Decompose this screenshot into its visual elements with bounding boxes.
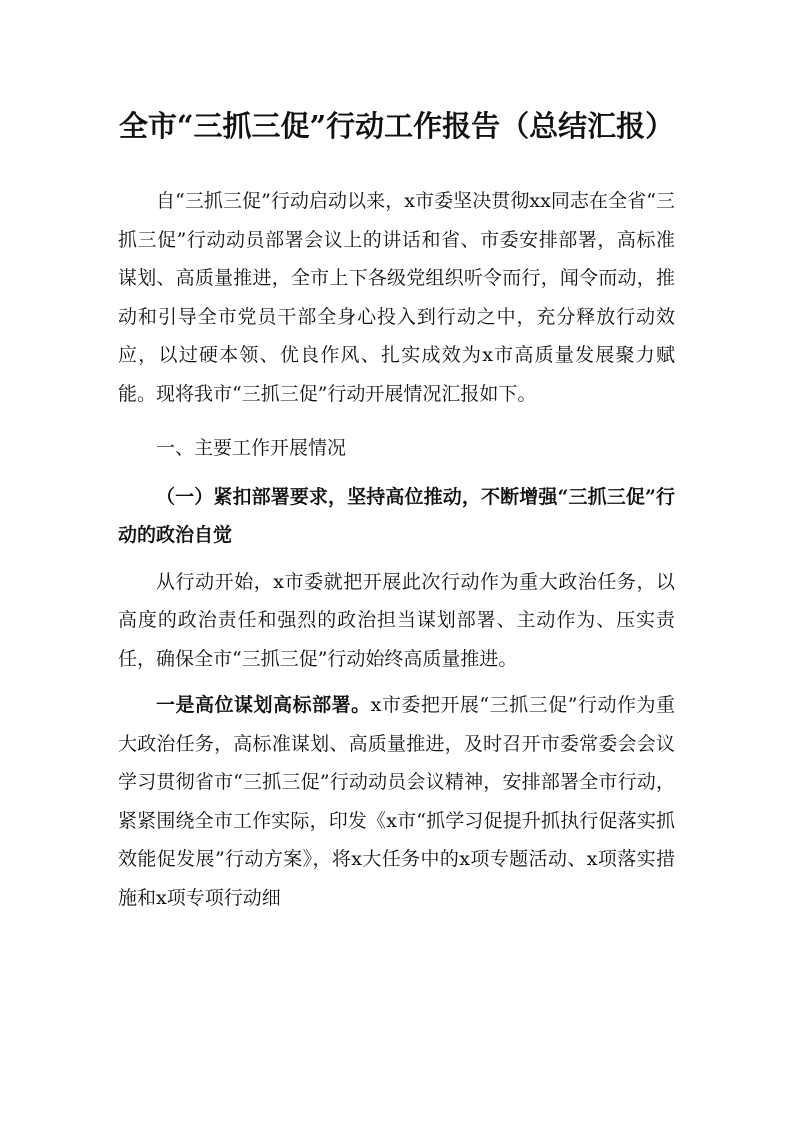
section-heading: 一、主要工作开展情况 — [156, 437, 347, 459]
intro-paragraph: 自“三抓三促”行动启动以来，x市委坚决贯彻xx同志在全省“三抓三促”行动动员部署会议上的讲话和省、市委安排部署，高标准谋划、高质量推进，全市上下各级党组织听令而行，闻令而动，推动和引导全市党员干部全身心投入到行动之中，充分释放行动效应，以过硬本领、优良作风、扎实成效为x市高质量发展聚力赋能。现将我市“三抓三促”行动开展情况汇报如下。 — [118, 190, 675, 405]
subsection-heading: （一）紧扣部署要求，坚持高位推动，不断增强“三抓三促”行动的政治自觉 — [118, 485, 675, 546]
subsection-body-paragraph: 从行动开始，x市委就把开展此次行动作为重大政治任务，以高度的政治责任和强烈的政治担当谋划部署、主动作为、压实责任，确保全市“三抓三促”行动始终高质量推进。 — [118, 570, 675, 670]
document-title: 全市“三抓三促”行动工作报告（总结汇报） — [118, 109, 675, 143]
point-paragraph — [118, 686, 675, 917]
point-lead-text: 一是高位谋划高标部署。 — [156, 694, 371, 716]
point-body-text: x市委把开展“三抓三促”行动作为重大政治任务，高标准谋划、高质量推进，及时召开市委常委会会议学习贯彻省市“三抓三促”行动动员会议精神，安排部署全市行动，紧紧围绕全市工作实际，印发《x市“抓学习促提升抓执行促落实抓效能促发展”行动方案》，将x大任务中的x项专题活动、x项落实措施和x项专项行动细 — [118, 694, 675, 909]
